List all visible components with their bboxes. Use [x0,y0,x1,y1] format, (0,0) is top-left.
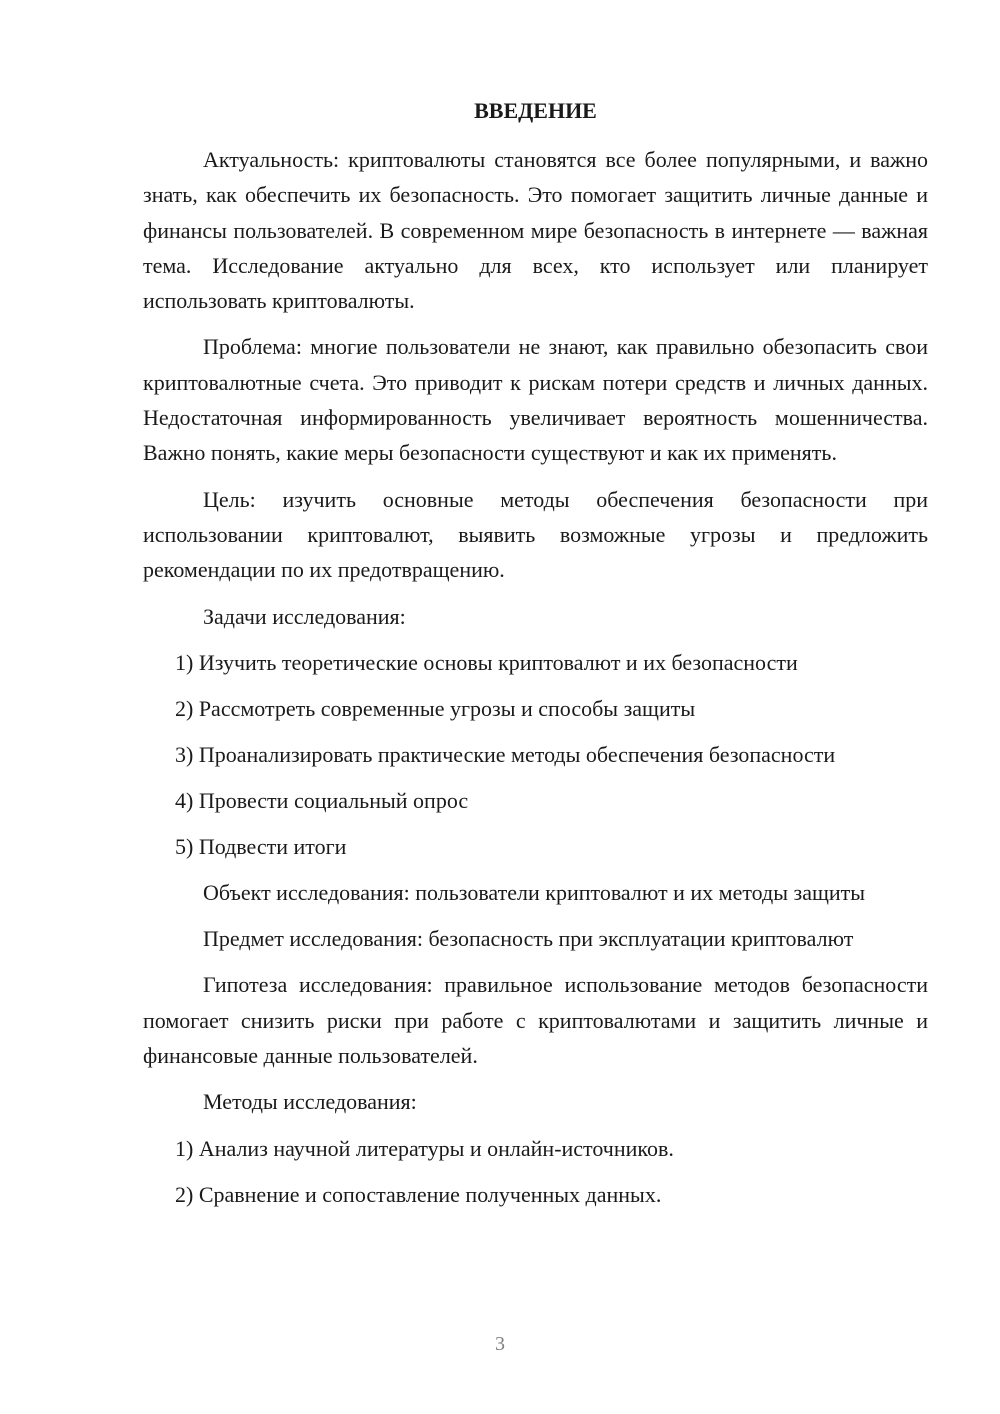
tasks-heading: Задачи исследования: [203,603,406,629]
hypothesis-paragraph: Гипотеза исследования: правильное использование методов безопасности помогает снизить риски при работе с криптовалютами и защитить личные и финансовые данные пользователей. [143,972,928,1069]
list-item: 1) Анализ научной литературы и онлайн-источников. [175,1135,674,1161]
list-item: 2) Сравнение и сопоставление полученных данных. [175,1181,662,1207]
list-item: 1) Изучить теоретические основы криптовалют и их безопасности [175,649,798,675]
relevance-paragraph: Актуальность: криптовалюты становятся все более популярными, и важно знать, как обеспечить их безопасность. Это помогает защитить личные данные и финансы пользователей. В современном мире безопасность в интернете — важная тема. Исследование актуально для всех, кто использует или планирует использовать криптовалюты. [143,147,928,314]
goal-paragraph: Цель: изучить основные методы обеспечения безопасности при использовании криптовалют, выявить возможные угрозы и предложить рекомендации по их предотвращению. [143,486,928,583]
document-page [143,90,928,1223]
page-title: ВВЕДЕНИЕ [474,98,597,123]
object-paragraph: Объект исследования: пользователи криптовалют и их методы защиты [203,879,866,905]
methods-list [143,1131,928,1212]
tasks-list [143,645,928,864]
methods-heading: Методы исследования: [203,1089,417,1115]
subject-paragraph: Предмет исследования: безопасность при эксплуатации криптовалют [203,926,854,952]
list-item: 4) Провести социальный опрос [175,787,469,813]
list-item: 3) Проанализировать практические методы обеспечения безопасности [175,741,836,767]
list-item: 2) Рассмотреть современные угрозы и способы защиты [175,695,696,721]
problem-paragraph: Проблема: многие пользователи не знают, как правильно обезопасить свои криптовалютные счета. Это приводит к рискам потери средств и личных данных. Недостаточная информированность увеличивает вероятность мошенничества. Важно понять, какие меры безопасности существуют и как их применять. [143,334,928,466]
page-number: 3 [495,1333,505,1355]
list-item: 5) Подвести итоги [175,833,347,859]
